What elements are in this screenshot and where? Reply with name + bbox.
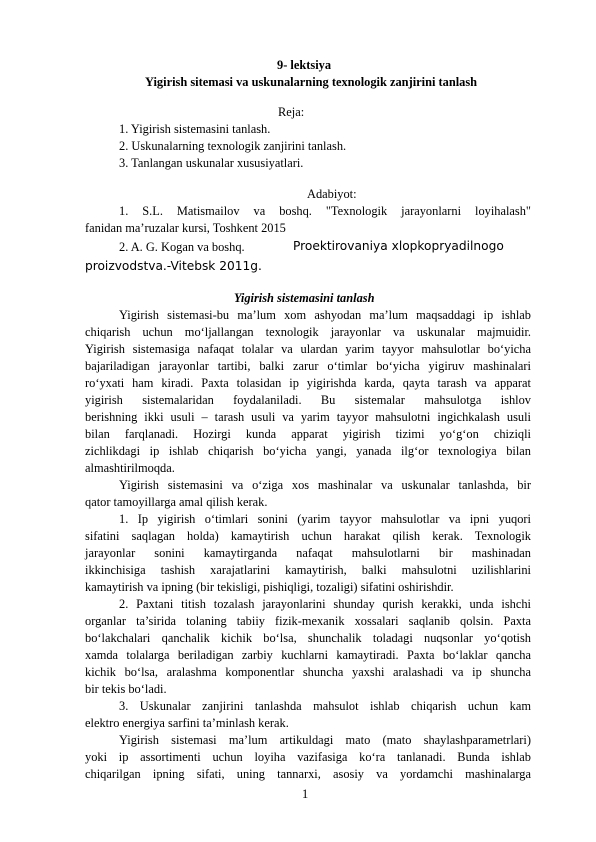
- plan-heading: Reja:: [278, 105, 305, 119]
- body-line: 3. Uskunalar zanjirini tanlashda mahsulot ishlab chiqarish uchun kam: [119, 699, 531, 713]
- body-line: ikkinchisiga tashish xarajatlarini kamaytirish, balki mahsulotni uzilishlarini: [85, 563, 531, 577]
- body-line: kamaytirish va ipning (bir tekisligi, pishiqligi, tozaligi) sifatini oshirishdir.: [85, 580, 454, 594]
- body-line: qator tamoyillarga amal qilish kerak.: [85, 495, 268, 509]
- plan-item: 2. Uskunalarning texnologik zanjirini tanlash.: [119, 139, 347, 153]
- body-line: chiqarish uchun mo‘ljallangan texnologik jarayonlar va uskunalar majmuidir.: [85, 325, 531, 339]
- body-line: bajariladigan jarayonlar tartibi, balki zarur o‘timlar bo‘yicha yigiruv mashinalari: [85, 359, 531, 373]
- body-line: almashtirilmoqda.: [85, 461, 175, 475]
- body-line: zichlikdagi ip ishlab chiqarish bo‘yicha yangi, yanada ilg‘or texnologiya bilan: [85, 444, 531, 458]
- body-line: Yigirish sistemasiga nafaqat tolalar va ulardan yarim tayyor mahsulotlar bo‘yicha: [85, 342, 531, 356]
- body-line: yoki ip assortimenti uchun loyiha vazifasiga ko‘ra tanlanadi. Bunda ishlab: [85, 750, 531, 764]
- body-line: berishning ikki usuli – tarash usuli va yarim tayyor mahsulotni ingichkalash usuli: [85, 410, 531, 424]
- literature-heading: Adabiyot:: [307, 187, 357, 201]
- plan-item: 3. Tanlangan uskunalar xususiyatlari.: [119, 156, 304, 170]
- body-line: ro‘yxati ham kiradi. Paxta tolasidan ip yigirishda karda, qayta tarash va apparat: [85, 376, 531, 390]
- literature-item-1-line-1: 1. S.L. Matismailov va boshq. "Texnologik jarayonlarni loyihalash": [119, 204, 531, 218]
- page-number: 1: [302, 787, 309, 801]
- body-line: organlar ta’sirida tolaning tabiiy fizik-mexanik xossalari saqlanib qolsin. Paxta: [85, 614, 531, 628]
- body-line: chiqarilgan ipning sifati, uning tannarxi, asosiy va yordamchi mashinalarga: [85, 767, 531, 781]
- body-line: xamda tolalarga beriladigan zarbiy kuchlarni kamaytiradi. Paxta bo‘laklar qancha: [85, 648, 531, 662]
- body-line: yigirish sistemalaridan foydalaniladi. Bu sistemalar mahsulotga ishlov: [85, 393, 531, 407]
- body-line: elektro energiya sarfini ta’minlash kerak.: [85, 716, 289, 730]
- body-line: Yigirish sistemasi ma’lum artikuldagi mato (mato shaylashparametrlari): [119, 733, 531, 747]
- body-line: 2. Paxtani titish tozalash jarayonlarini shunday qurish kerakki, unda ishchi: [119, 597, 531, 611]
- literature-item-1-line-2: fanidan ma’ruzalar kursi, Toshkent 2015: [85, 221, 286, 235]
- body-line: 1. Ip yigirish o‘timlari sonini (yarim tayyor mahsulotlar va ipni yuqori: [119, 512, 531, 526]
- body-line: bo‘lakchalari qanchalik kichik bo‘lsa, shunchalik toladagi nuqsonlar yo‘qotish: [85, 631, 531, 645]
- literature-item-2-russian-title: Proektirovaniya xlopkopryadilnogo: [293, 239, 504, 253]
- body-line: Yigirish sistemasi-bu ma’lum xom ashyodan ma’lum maqsaddagi ip ishlab: [119, 308, 531, 322]
- lecture-title: Yigirish sitemasi va uskunalarning texnologik zanjirini tanlash: [145, 75, 478, 89]
- body-line: bir tekis bo‘ladi.: [85, 682, 167, 696]
- literature-item-2-start: 2. A. G. Kogan va boshq.: [119, 240, 245, 254]
- literature-item-2-line-2: proizvodstva.-Vitebsk 2011g.: [85, 259, 262, 273]
- lecture-number: 9- lektsiya: [277, 58, 332, 72]
- body-line: kichik bo‘lsa, aralashma komponentlar shuncha yaxshi aralashadi va ip shuncha: [85, 665, 531, 679]
- body-line: Yigirish sistemasini va o‘ziga xos mashinalar va uskunalar tanlashda, bir: [119, 478, 531, 492]
- body-line: bilan farqlanadi. Hozirgi kunda apparat yigirish tizimi yo‘g‘on chiziqli: [85, 427, 531, 441]
- section-heading: Yigirish sistemasini tanlash: [234, 291, 375, 305]
- body-line: jarayonlar sonini kamaytirganda nafaqat mahsulotlarni bir mashinadan: [85, 546, 531, 560]
- body-line: sifatini saqlagan holda) kamaytirish uchun harakat qilish kerak. Texnologik: [85, 529, 531, 543]
- plan-item: 1. Yigirish sistemasini tanlash.: [119, 122, 271, 136]
